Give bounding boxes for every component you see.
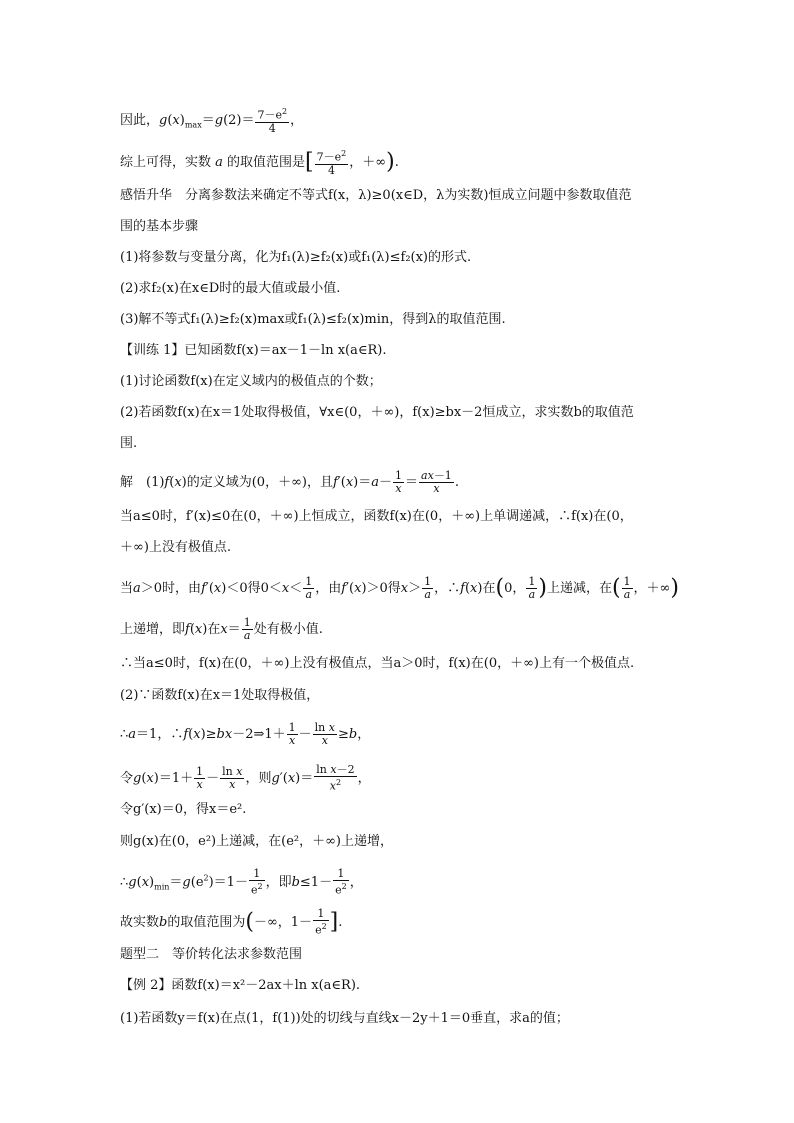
line-21: 令g′(x)＝0，得x＝e². (120, 802, 247, 817)
line-11: 围. (120, 436, 138, 451)
line-18: (2)∵函数f(x)在x＝1处取得极值， (120, 688, 320, 703)
line-22: 则g(x)在(0，e²)上递减，在(e²，＋∞)上递增， (120, 834, 393, 849)
line-23: $\therefore g(x)_{min}=g(e^2)=1-$ $\frac{1}{e^2}$ ，即b≤1－ $\frac{1}{e^2}$ ， (120, 867, 363, 897)
line-20: 令g(x)＝1＋ $\frac{1}{x}$ － $\frac{\text{ln x}}{x}$ ，则g′(x)＝ $\frac{\text{ln x－2}}{x^2}$ ， (120, 763, 371, 793)
line-1: 因此，$g(x)_{max}=g(2)=$ $\frac{7-e^2}{4}$ ， (120, 107, 304, 135)
line-24: 故实数b的取值范围为(－∞，1－ $\frac{1}{e^2}$ ]. (120, 907, 343, 937)
line-9: (1)讨论函数f(x)在定义域内的极值点的个数； (120, 374, 382, 389)
line-17: ∴当a≤0时，f(x)在(0，＋∞)上没有极值点，当a＞0时，f(x)在(0，＋∞)上有一个极值点. (120, 656, 635, 671)
line-15: 当a＞0时，由f′(x)＜0得0＜x＜ $\frac{1}{a}$ ，由f′(x)＞0得x＞ $\frac{1}{a}$ ，∴f(x)在(0， $\frac{1}{a}$ )上递减，在( $\frac{1}{a}$ ，＋∞) (120, 575, 679, 601)
line-7: (3)解不等式f₁(λ)≥f₂(x)max或f₁(λ)≤f₂(x)min，得到λ的取值范围. (120, 312, 506, 327)
line-19: ∴a＝1，∴f(x)≥bx－2⇒1＋ $\frac{1}{x}$ － $\frac{\text{ln x}}{x}$ ≥b， (120, 721, 371, 747)
line-26: 【例 2】函数f(x)＝x²－2ax＋ln x(a∈R). (120, 978, 361, 993)
line-10: (2)若函数f(x)在x＝1处取得极值，∀x∈(0，＋∞)，f(x)≥bx－2恒成立，求实数b的取值范 (120, 405, 634, 420)
line-6: (2)求f₂(x)在x∈D时的最大值或最小值. (120, 281, 341, 296)
line-4: 围的基本步骤 (120, 219, 199, 234)
line-27: (1)若函数y＝f(x)在点(1，f(1))处的切线与直线x－2y＋1＝0垂直，求a的值； (120, 1011, 569, 1026)
line-13: 当a≤0时，f′(x)≤0在(0，＋∞)上恒成立，函数f(x)在(0，＋∞)上单调递减，∴f(x)在(0， (120, 509, 633, 524)
line-5: (1)将参数与变量分离，化为f₁(λ)≥f₂(x)或f₁(λ)≤f₂(x)的形式. (120, 250, 472, 265)
line-14: ＋∞)上没有极值点. (120, 540, 232, 555)
line-2: 综上可得，实数 a 的取值范围是[ $\frac{7-e^2}{4}$ ，＋∞). (120, 149, 399, 177)
line-12: 解 (1)f(x)的定义域为(0，＋∞)，且f′(x)＝a－ $\frac{1}{x}$ ＝ $\frac{ax-1}{x}$ . (120, 469, 459, 495)
line-3: 感悟升华 分离参数法来确定不等式f(x，λ)≥0(x∈D，λ为实数)恒成立问题中参数取值范 (120, 188, 632, 203)
line-16: 上递增，即f(x)在x＝ $\frac{1}{a}$ 处有极小值. (120, 616, 323, 642)
section-heading: 题型二 等价转化法求参数范围 (120, 947, 303, 962)
line-8: 【训练 1】已知函数f(x)＝ax－1－ln x(a∈R). (120, 343, 387, 358)
